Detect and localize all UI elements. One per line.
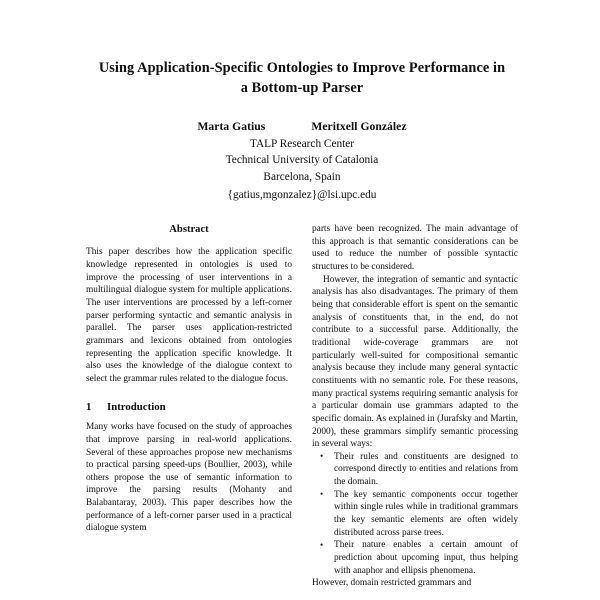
abstract-heading: Abstract xyxy=(169,224,209,235)
bullet-icon: • xyxy=(320,539,324,550)
left-column xyxy=(86,223,292,590)
continuation-paragraph: parts have been recognized. The main advantage of this approach is that semantic considerations can be used to reduce the number of possible syntactic structures to be considered. xyxy=(312,224,518,272)
bullet-icon: • xyxy=(320,451,324,462)
title-block xyxy=(86,0,518,203)
affiliation-line: Barcelona, Spain xyxy=(263,171,341,184)
page-title: Using Application-Specific Ontologies to Improve Performance in a Bottom-up Parser xyxy=(98,60,506,97)
author-list xyxy=(86,120,518,133)
section-heading-label: Introduction xyxy=(107,400,166,413)
list-item-text: Their rules and constituents are designed to correspond directly to entities and relations from the domain. xyxy=(334,451,518,488)
bullet-icon: • xyxy=(320,489,324,500)
list-item-text: The key semantic components occur together within single rules while in traditional grammars the key semantic elements are often widely distributed across parse trees. xyxy=(334,489,518,538)
author-name: Marta Gatius xyxy=(197,119,266,133)
introduction-paragraph: Many works have focused on the study of approaches that improve parsing in real-world applications. Several of these approaches propose new mechanisms to practical parsing speed-ups (Boullier, 2003), while others propose the use of semantic information to improve the parsing results (Mohanty and Balabantaray, 2003). This paper describes how the performance of a left-corner parser used in a practical dialogue system xyxy=(86,422,292,534)
author-name: Meritxell González xyxy=(311,119,407,133)
trailing-paragraph: However, domain restricted grammars and xyxy=(312,578,472,589)
bullet-list xyxy=(312,451,518,578)
paper-content xyxy=(86,0,518,600)
affiliation-line: Technical University of Catalonia xyxy=(225,154,379,167)
body-paragraph: However, the integration of semantic and syntactic analysis has also disadvantages. The primary of them being that considerable effort is spent on the semantic analysis of constituents that, in the end, do not contribute to a successful parse. Additionally, the traditional wide-coverage grammars are not particularly well-suited for compositional semantic analysis because they include many general syntactic constituents with no semantic role. For these reasons, many practical systems requiring semantic analysis for a particular domain use grammars adapted to the specific domain. As explained in (Jurafsky and Martin, 2000), these grammars simplify semantic processing in several ways: xyxy=(312,274,518,450)
list-item xyxy=(312,539,518,577)
list-item xyxy=(312,489,518,540)
author-email: {gatius,mgonzalez}@lsi.upc.edu xyxy=(227,188,377,201)
right-column xyxy=(312,223,518,590)
abstract-paragraph: This paper describes how the application specific knowledge represented in ontologies is used to improve the processing of user interventions in a multilingual dialogue system for multiple applications. The user interventions are processed by a left-corner parser performing syntactic and semantic analysis in parallel. The parser uses application-restricted grammars and lexicons obtained from ontologies representing the application specific knowledge. It also uses the knowledge of the dialogue context to select the grammar rules related to the dialogue focus. xyxy=(86,247,292,384)
section-heading-introduction xyxy=(86,400,292,415)
list-item-text: Their nature enables a certain amount of prediction about upcoming input, thus helping with anaphor and ellipsis phenomena. xyxy=(334,540,518,576)
affiliation xyxy=(86,136,518,186)
section-number: 1 xyxy=(86,400,92,413)
affiliation-line: TALP Research Center xyxy=(249,137,355,150)
list-item xyxy=(312,451,518,489)
two-column-layout xyxy=(86,223,518,590)
